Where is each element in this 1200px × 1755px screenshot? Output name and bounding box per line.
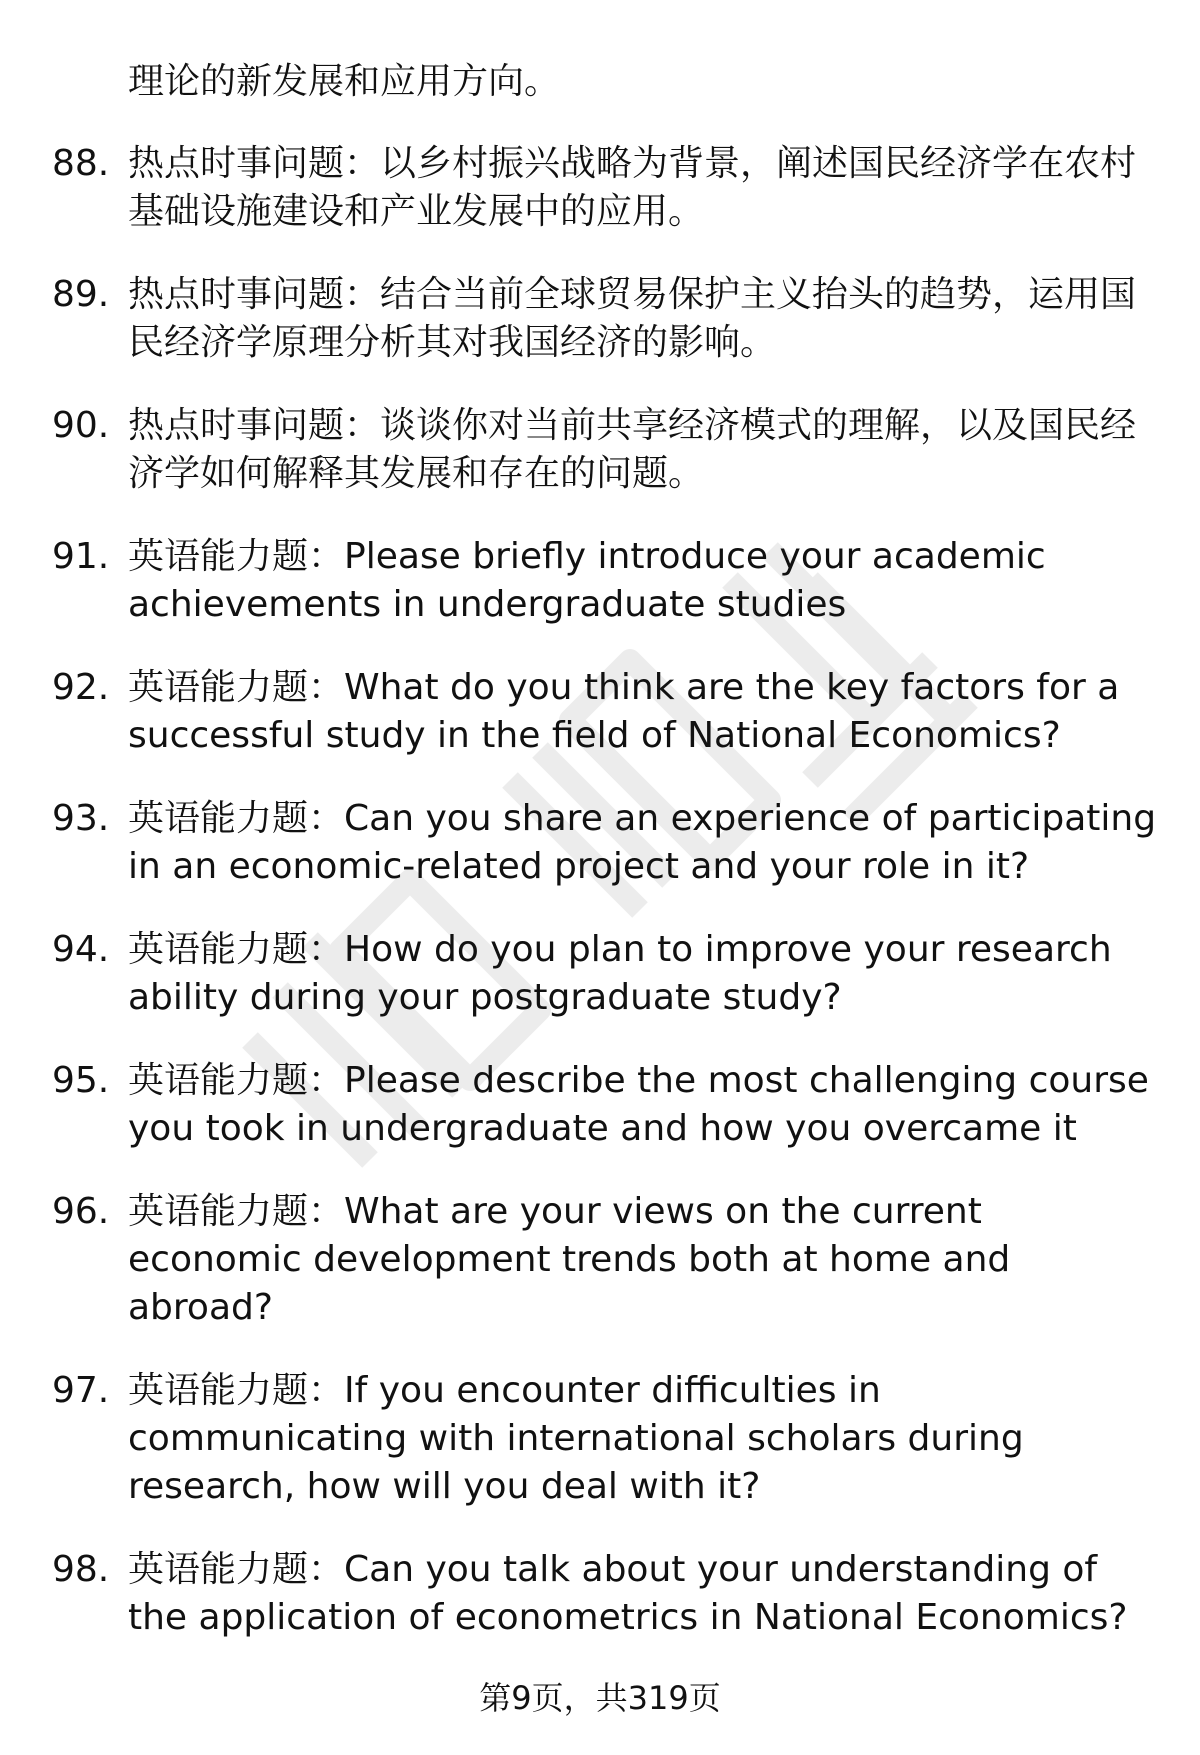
question-text: 英语能力题：What are your views on the current economic development trends both at home and abroad? xyxy=(128,1191,1011,1328)
question-number: 94. xyxy=(52,929,110,970)
question-number: 96. xyxy=(52,1191,110,1232)
question-number: 98. xyxy=(52,1549,110,1590)
question-number: 97. xyxy=(52,1370,110,1411)
list-item xyxy=(52,1546,1162,1642)
question-number: 91. xyxy=(52,536,110,577)
question-number: 90. xyxy=(52,405,110,446)
question-text: 英语能力题：Please briefly introduce your academic achievements in undergraduate studies xyxy=(128,536,1046,625)
question-text: 英语能力题：How do you plan to improve your research ability during your postgraduate study? xyxy=(128,929,1112,1018)
question-text: 热点时事问题：结合当前全球贸易保护主义抬头的趋势，运用国民经济学原理分析其对我国经济的影响。 xyxy=(128,274,1137,363)
question-number: 89. xyxy=(52,274,110,315)
list-item xyxy=(52,795,1162,891)
list-item xyxy=(52,1057,1162,1153)
question-text: 英语能力题：Can you share an experience of participating in an economic-related project and your role in it? xyxy=(128,798,1157,887)
question-number: 92. xyxy=(52,667,110,708)
question-number: 88. xyxy=(52,143,110,184)
continuation-text: 理论的新发展和应用方向。 xyxy=(128,61,561,102)
list-item xyxy=(52,1188,1162,1332)
list-item xyxy=(52,271,1162,367)
question-text: 英语能力题：If you encounter difficulties in communicating with international scholars during research, how will you deal with it? xyxy=(128,1370,1024,1507)
question-text: 热点时事问题：谈谈你对当前共享经济模式的理解，以及国民经济学如何解释其发展和存在的问题。 xyxy=(128,405,1137,494)
question-number: 93. xyxy=(52,798,110,839)
question-number: 95. xyxy=(52,1060,110,1101)
question-text: 英语能力题：Please describe the most challenging course you took in undergraduate and how you overcame it xyxy=(128,1060,1149,1149)
question-list xyxy=(52,140,1162,1677)
list-item xyxy=(52,664,1162,760)
question-text: 热点时事问题：以乡村振兴战略为背景，阐述国民经济学在农村基础设施建设和产业发展中的应用。 xyxy=(128,143,1137,232)
list-item xyxy=(52,1367,1162,1511)
question-text: 英语能力题：What do you think are the key factors for a successful study in the field of National Economics? xyxy=(128,667,1120,756)
list-item xyxy=(52,533,1162,629)
list-item xyxy=(52,402,1162,498)
list-item xyxy=(52,140,1162,236)
question-text: 英语能力题：Can you talk about your understanding of the application of econometrics in National Economics? xyxy=(128,1549,1128,1638)
page-footer: 第9页，共319页 xyxy=(479,1679,721,1717)
list-item xyxy=(52,926,1162,1022)
